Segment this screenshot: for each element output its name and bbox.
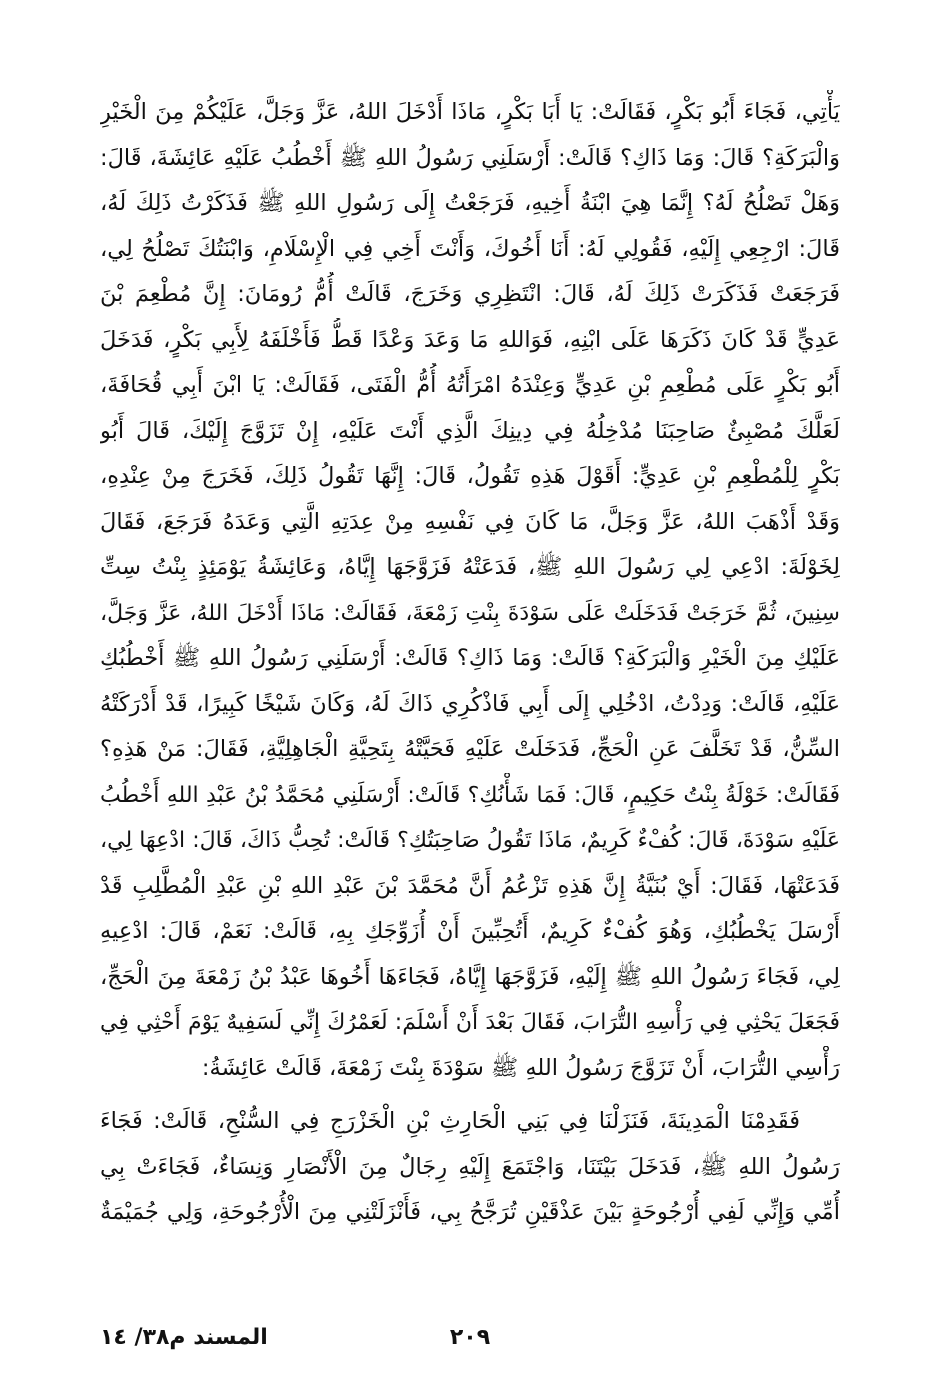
text-line: أَبُو بَكْرٍ عَلَى مُطْعِمِ بْنِ عَدِيٍّ وَعِنْدَهُ امْرَأَتُهُ أُمُّ الْفَتَى، فَقَالَتْ: يَا ابْنَ أَبِي قُحَافَةَ، — [100, 372, 840, 398]
text-line: أُمِّي وَإِنِّي لَفِي أُرْجُوحَةٍ بَيْنَ عَذْقَيْنِ تُرَجَّحُ بِي، فَأَنْزَلَتْنِي مِنَ الْأُرْجُوحَةِ، وَلِي جُمَيْمَةٌ — [100, 1199, 840, 1225]
paragraph-1 — [100, 90, 840, 1091]
text-line: لِي، فَجَاءَ رَسُولُ اللهِ ﷺ إِلَيْهِ، فَزَوَّجَهَا إِيَّاهُ، فَجَاءَهَا أَخُوهَا عَبْدُ بْنُ زَمْعَةَ مِنَ الْحَجِّ، — [100, 963, 840, 990]
text-line: فَجَعَلَ يَحْثِي فِي رَأْسِهِ التُّرَابَ، فَقَالَ بَعْدَ أَنْ أَسْلَمَ: لَعَمْرُكَ إِنِّي لَسَفِيهٌ يَوْمَ أَحْثِي فِي — [100, 1010, 840, 1035]
text-line: عَلَيْهِ، قَالَتْ: وَدِدْتُ، ادْخُلِي إِلَى أَبِي فَاذْكُرِي ذَاكَ لَهُ، وَكَانَ شَيْخًا كَبِيرًا، قَدْ أَدْرَكَتْهُ — [100, 690, 840, 717]
text-line: فَرَجَعَتْ فَذَكَرَتْ ذَلِكَ لَهُ، قَالَ: انْتَظِرِي وَخَرَجَ، قَالَتْ أُمُّ رُومَانَ: إِنَّ مُطْعِمَ بْنَ — [100, 281, 840, 307]
text-line: وَهَلْ تَصْلُحُ لَهُ؟ إِنَّمَا هِيَ ابْنَةُ أَخِيهِ، فَرَجَعْتُ إِلَى رَسُولِ اللهِ ﷺ فَذَكَرْتُ ذَلِكَ لَهُ، — [100, 190, 840, 216]
text-line: وَالْبَرَكَةِ؟ قَالَ: وَمَا ذَاكِ؟ قَالَتْ: أَرْسَلَنِي رَسُولُ اللهِ ﷺ أَخْطُبُ عَلَيْهِ عَائِشَةَ، قَالَ: — [100, 144, 840, 171]
text-line: سِنِينَ، ثُمَّ خَرَجَتْ فَدَخَلَتْ عَلَى سَوْدَةَ بِنْتِ زَمْعَةَ، فَقَالَتْ: مَاذَا أَدْخَلَ اللهُ، عَزَّ وَجَلَّ، — [100, 600, 840, 626]
text-line: عَلَيْكِ مِنَ الْخَيْرِ وَالْبَرَكَةِ؟ قَالَتْ: وَمَا ذَاكِ؟ قَالَتْ: أَرْسَلَنِي رَسُولُ اللهِ ﷺ أَخْطُبُكِ — [100, 645, 840, 671]
page-number: ٢٠٩ — [449, 1325, 491, 1350]
paragraph-2 — [100, 1099, 840, 1236]
text-line: لَعَلَّكَ مُصْبِئٌ صَاحِبَنَا مُدْخِلُهُ فِي دِينِكَ الَّذِي أَنْتَ عَلَيْهِ، إِنْ تَزَوَّجَ إِلَيْكَ، قَالَ أَبُو — [100, 417, 840, 444]
text-line: يَأْتِي، فَجَاءَ أَبُو بَكْرٍ، فَقَالَتْ: يَا أَبَا بَكْرٍ، مَاذَا أَدْخَلَ اللهُ، عَزَّ وَجَلَّ، عَلَيْكُمْ مِنَ الْخَيْرِ — [100, 99, 840, 125]
text-line: فَقَدِمْنَا الْمَدِينَةَ، فَنَزَلْنَا فِي بَنِي الْحَارِثِ بْنِ الْخَزْرَجِ فِي السُّنْحِ، قَالَتْ: فَجَاءَ — [100, 1108, 800, 1134]
text-line: فَدَعَتْهَا، فَقَالَ: أَيْ بُنَيَّةُ إِنَّ هَذِهِ تَزْعُمُ أَنَّ مُحَمَّدَ بْنَ عَبْدِ اللهِ بْنِ عَبْدِ الْمُطَّلِبِ قَدْ — [100, 872, 840, 899]
text-line: أَرْسَلَ يَخْطُبُكِ، وَهُوَ كُفْءٌ كَرِيمٌ، أَتُحِبِّينَ أَنْ أُزَوِّجَكِ بِهِ، قَالَتْ: نَعَمْ، قَالَ: ادْعِيهِ — [100, 918, 840, 944]
text-line: قَالَ: ارْجِعِي إِلَيْهِ، فَقُولِي لَهُ: أَنَا أَخُوكَ، وَأَنْتَ أَخِي فِي الْإِسْلَامِ، وَابْنَتُكَ تَصْلُحُ لِي، — [100, 235, 840, 262]
text-line: رَسُولُ اللهِ ﷺ، فَدَخَلَ بَيْتَنَا، وَاجْتَمَعَ إِلَيْهِ رِجَالٌ مِنَ الْأَنْصَارِ وَنِسَاءٌ، فَجَاءَتْ بِي — [100, 1153, 840, 1180]
text-line: رَأْسِي التُّرَابَ، أَنْ تَزَوَّجَ رَسُولُ اللهِ ﷺ سَوْدَةَ بِنْتَ زَمْعَةَ، قَالَتْ عَائِشَةُ: — [201, 1054, 840, 1081]
text-line: بَكْرٍ لِلْمُطْعِمِ بْنِ عَدِيٍّ: أَقَوْلَ هَذِهِ تَقُولُ، قَالَ: إِنَّهَا تَقُولُ ذَلِكَ، فَخَرَجَ مِنْ عِنْدِهِ، — [100, 463, 840, 489]
page-footer — [100, 1318, 840, 1358]
text-line: السِّنُّ، قَدْ تَخَلَّفَ عَنِ الْحَجِّ، فَدَخَلَتْ عَلَيْهِ فَحَيَّتْهُ بِتَحِيَّةِ الْجَاهِلِيَّةِ، فَقَالَ: مَنْ هَذِهِ؟ — [100, 736, 840, 762]
text-line: عَدِيٍّ قَدْ كَانَ ذَكَرَهَا عَلَى ابْنِهِ، فَوَاللهِ مَا وَعَدَ وَعْدًا قَطُّ فَأَخْلَفَهُ لِأَبِي بَكْرٍ، فَدَخَلَ — [100, 326, 840, 353]
text-line: وَقَدْ أَذْهَبَ اللهُ، عَزَّ وَجَلَّ، مَا كَانَ فِي نَفْسِهِ مِنْ عِدَتِهِ الَّتِي وَعَدَهُ فَرَجَعَ، فَقَالَ — [100, 508, 840, 535]
text-line: لِخَوْلَةَ: ادْعِي لِي رَسُولَ اللهِ ﷺ، فَدَعَتْهُ فَزَوَّجَهَا إِيَّاهُ، وَعَائِشَةُ يَوْمَئِذٍ بِنْتُ سِتِّ — [100, 554, 840, 580]
text-line: فَقَالَتْ: خَوْلَةُ بِنْتُ حَكِيمٍ، قَالَ: فَمَا شَأْنُكِ؟ قَالَتْ: أَرْسَلَنِي مُحَمَّدُ بْنُ عَبْدِ اللهِ أَخْطُبُ — [100, 782, 840, 808]
text-line: عَلَيْهِ سَوْدَةَ، قَالَ: كُفْءٌ كَرِيمٌ، مَاذَا تَقُولُ صَاحِبَتُكِ؟ قَالَتْ: تُحِبُّ ذَاكَ، قَالَ: ادْعِهَا لِي، — [100, 828, 840, 853]
page-body — [100, 90, 840, 1270]
signature-mark: المسند م٣٨/ ١٤ — [100, 1325, 268, 1350]
